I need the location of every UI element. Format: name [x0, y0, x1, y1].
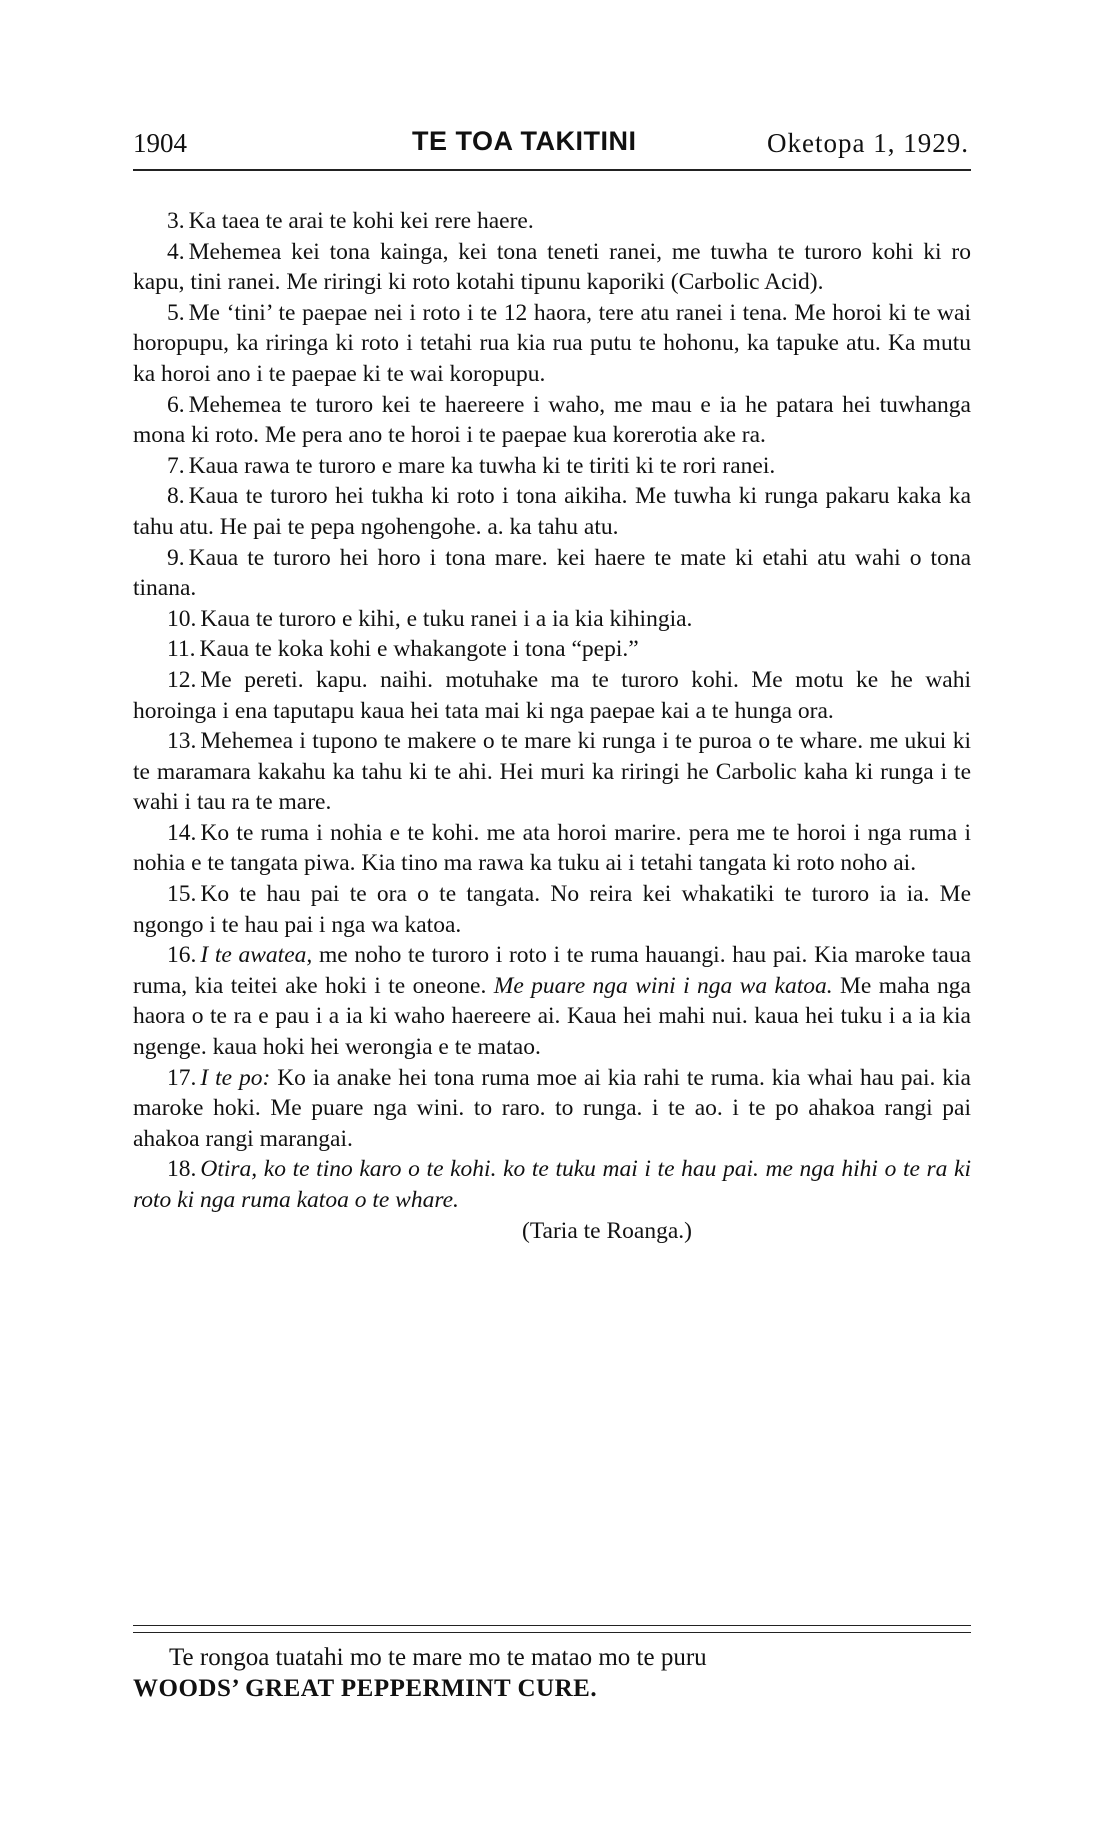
advert-line-1: Te rongoa tuatahi mo te mare mo te matao mo te puru — [169, 1644, 707, 1671]
paragraph-8: 8. Kaua te turoro hei tukha ki roto i tona aikiha. Me tuwha ki runga pakaru kaka ka tahu atu. He pai te pepa ngohengohe. a. ka tahu atu. — [133, 483, 971, 540]
paragraph-9: 9. Kaua te turoro hei horo i tona mare. kei haere te mate ki etahi atu wahi o tona tinana. — [133, 544, 971, 602]
paragraph-14: 14. Ko te ruma i nohia e te kohi. me ata horoi marire. pera me te horoi i nga ruma i nohia e te tangata piwa. Kia tino ma rawa ka tuku ai i tetahi tangata ki roto noho ai. — [133, 819, 971, 877]
paragraph-5: 5. Me ‘tini’ te paepae nei i roto i te 12 haora, tere atu ranei i tena. Me horoi ki te wai horopupu, ka riringa ki roto i tetahi rua kia rua putu te hohonu, ka tapuke atu. Ka mutu ka horoi ano i te paepae ki te wai koropupu. — [133, 299, 971, 387]
header-rule — [133, 169, 971, 171]
paragraph-16: 16. I te awatea, me noho te turoro i roto i te ruma hauangi. hau pai. Kia maroke taua ruma, kia teitei ake hoki i te oneone. Me puare nga wini i nga wa katoa. Me maha nga haora o te ra e pau i a ia ki waho haereere ai. Kaua hei mahi nui. kaua hei tuku i a ia kia ngenge. kaua hoki hei werongia e te matao. — [133, 942, 972, 1061]
advert-product-name: WOODS’ GREAT PEPPERMINT CURE. — [133, 1675, 598, 1702]
paragraph-11: 11. Kaua te koka kohi e whakangote i tona “pepi.” — [167, 636, 639, 663]
newspaper-title: TE TOA TAKITINI — [412, 126, 637, 156]
section-divider — [133, 1625, 971, 1633]
page-number: 1904 — [133, 128, 187, 158]
paragraph-7: 7. Kaua rawa te turoro e mare ka tuwha ki te tiriti ki te rori ranei. — [167, 452, 776, 479]
continued-signoff: (Taria te Roanga.) — [522, 1217, 692, 1244]
paragraph-12: 12. Me pereti. kapu. naihi. motuhake ma te turoro kohi. Me motu ke he wahi horoinga i ena taputapu kaua hei tata mai ki nga paepae kai a te hunga ora. — [133, 666, 971, 724]
paragraph-3: 3. Ka taea te arai te kohi kei rere haere. — [167, 208, 534, 234]
paragraph-10: 10. Kaua te turoro e kihi, e tuku ranei i a ia kia kihingia. — [167, 605, 693, 632]
issue-date: Oketopa 1, 1929. — [767, 128, 969, 158]
paragraph-17: 17. I te po: Ko ia anake hei tona ruma moe ai kia rahi te ruma. kia whai hau pai. kia maroke hoki. Me puare nga wini. to raro. to runga. i te ao. i te po ahakoa rangi pai ahakoa rangi marangai. — [133, 1064, 971, 1152]
article-body — [133, 206, 971, 1246]
paragraph-13: 13. Mehemea i tupono te makere o te mare ki runga i te puroa o te whare. me ukui ki te maramara kakahu ka tahu ki te ahi. Hei muri ka riringi he Carbolic kaha ki runga i te wahi i tau ra te mare. — [133, 728, 971, 816]
paragraph-6: 6. Mehemea te turoro kei te haereere i waho, me mau e ia he patara hei tuwhanga mona ki roto. Me pera ano te horoi i te paepae kua korerotia ake ra. — [133, 391, 971, 449]
advertisement — [133, 1642, 971, 1704]
paragraph-18: 18. Otira, ko te tino karo o te kohi. ko te tuku mai i te hau pai. me nga hihi o te ra ki roto ki nga ruma katoa o te whare. — [133, 1156, 971, 1213]
page-header — [133, 128, 971, 172]
paragraph-4: 4. Mehemea kei tona kainga, kei tona teneti ranei, me tuwha te turoro kohi ki ro kapu, tini ranei. Me riringi ki roto kotahi tipunu kaporiki (Carbolic Acid). — [133, 238, 971, 296]
paragraph-15: 15. Ko te hau pai te ora o te tangata. No reira kei whakatiki te turoro ia ia. Me ngongo i te hau pai i nga wa katoa. — [133, 881, 971, 938]
